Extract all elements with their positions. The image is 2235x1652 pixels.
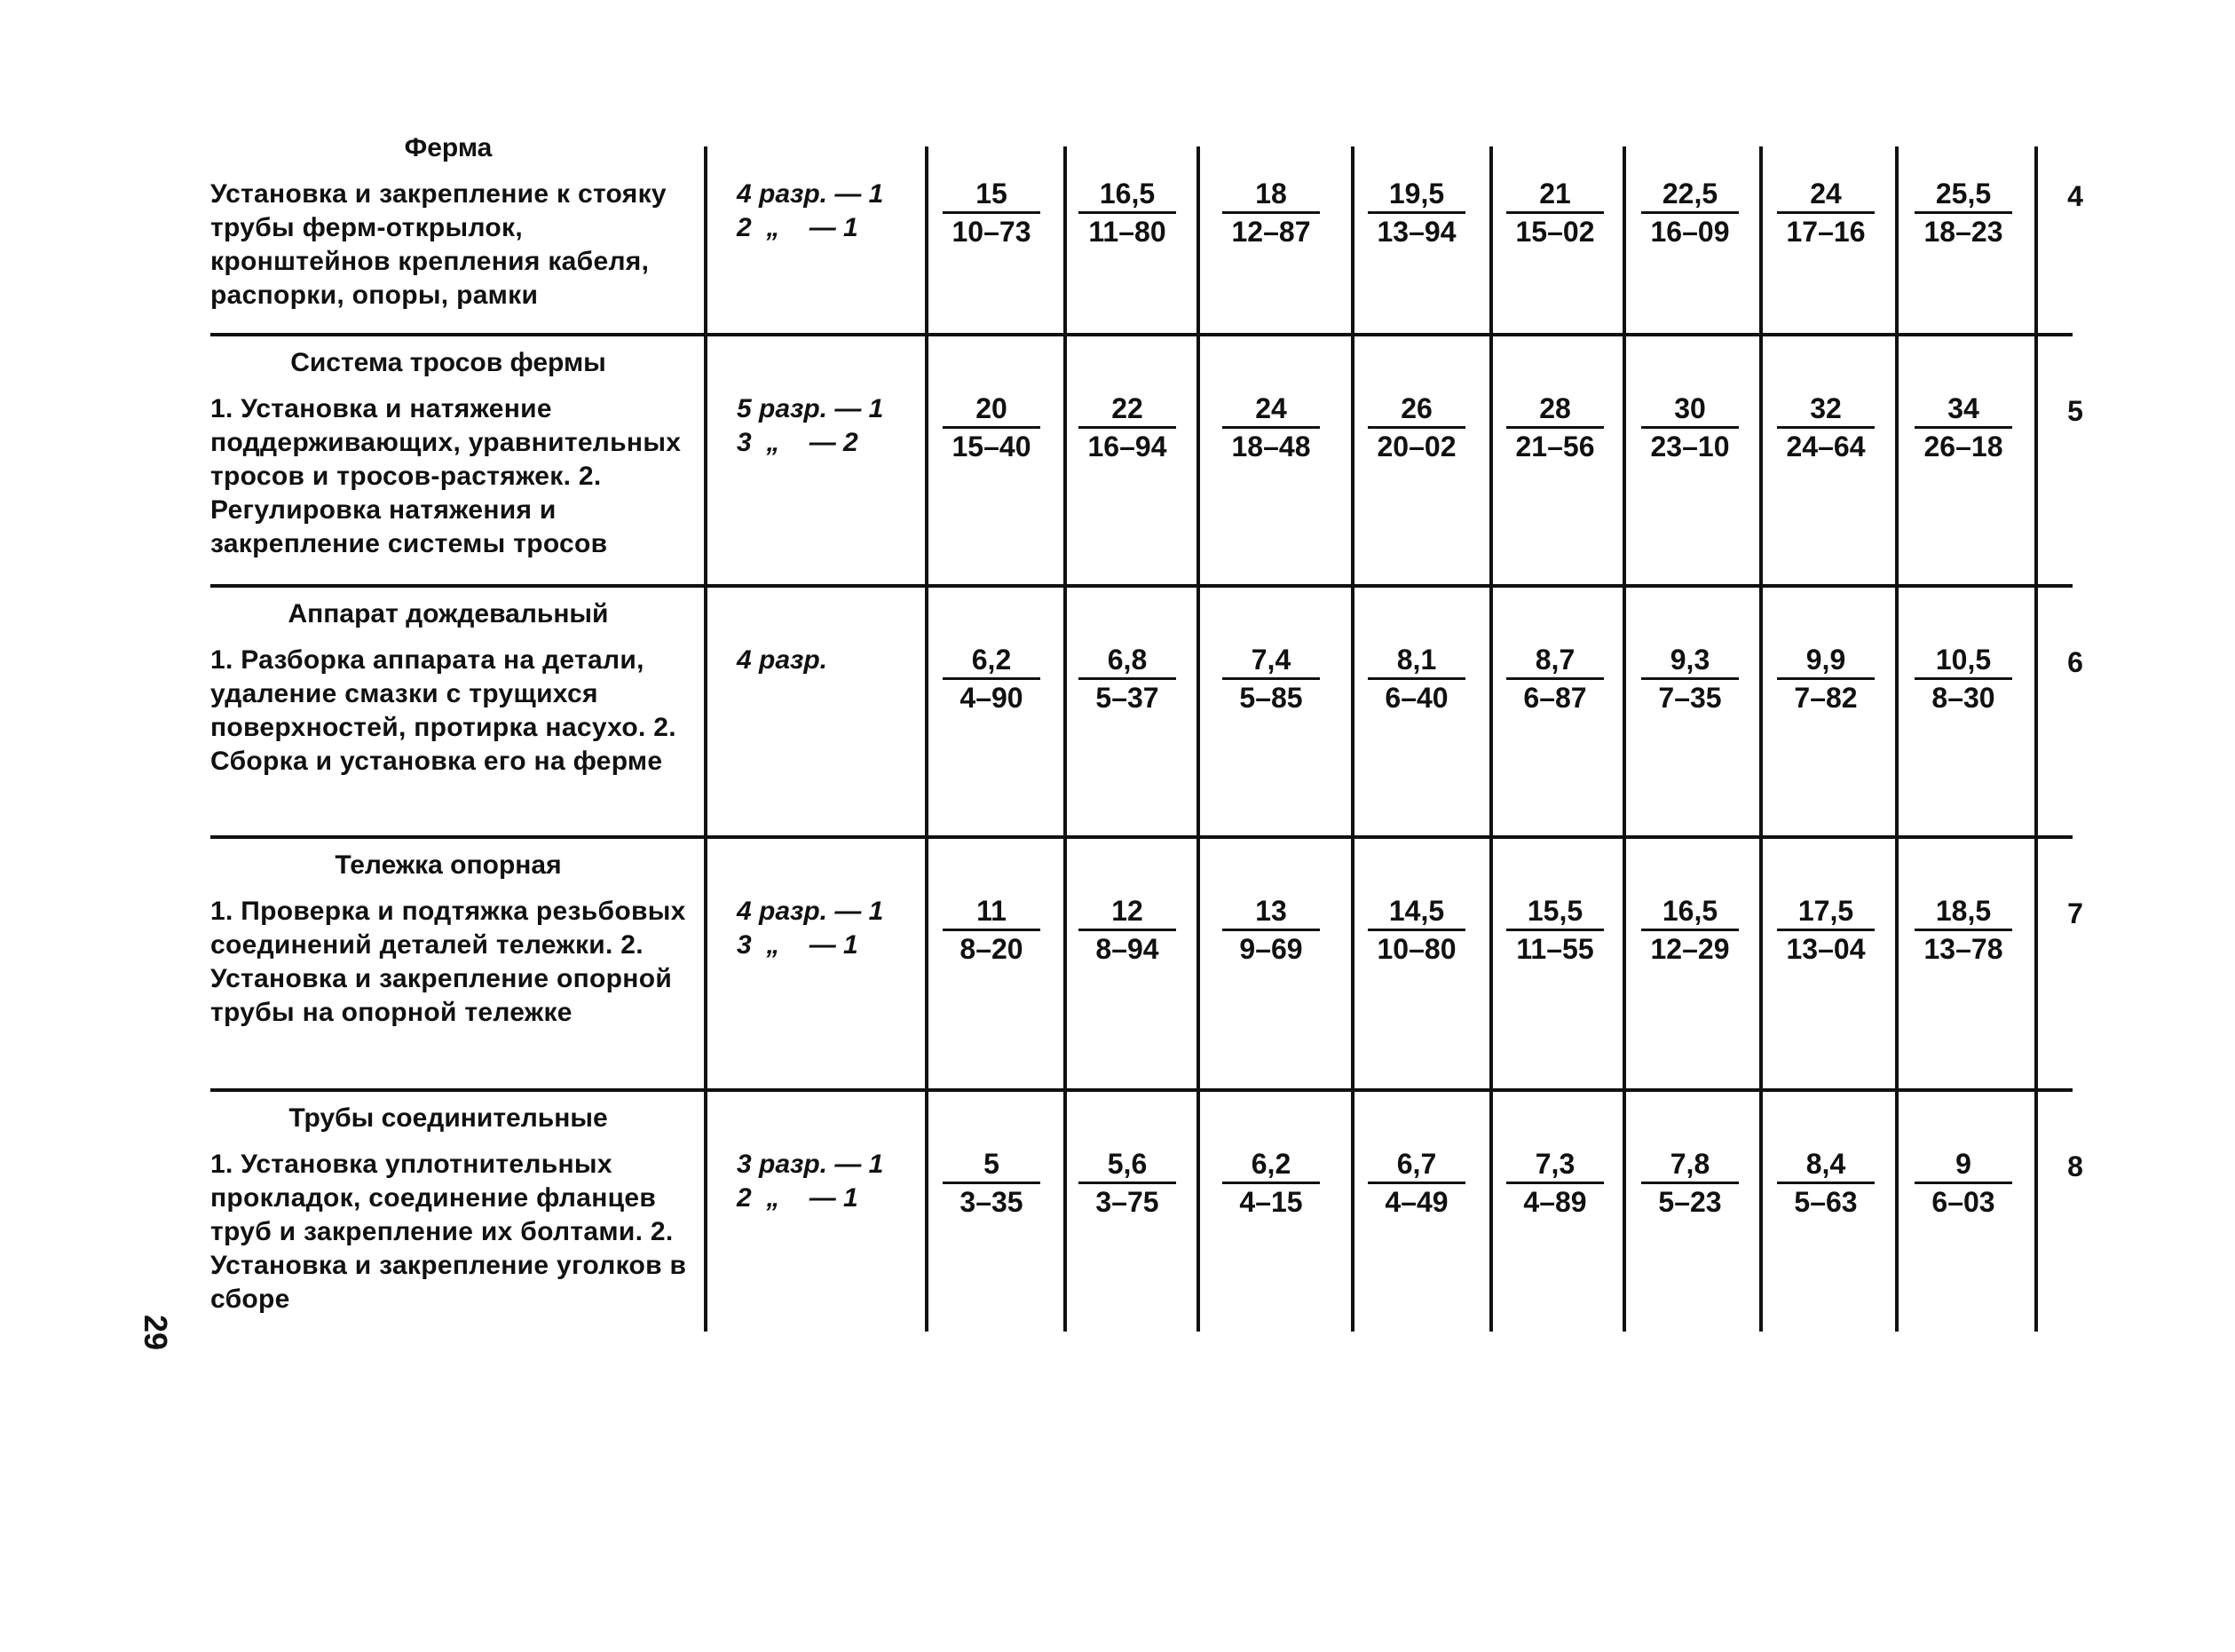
crew-composition [737,644,892,677]
norm-time: 6,2 [943,642,1040,680]
norm-rate: 21–56 [1515,431,1595,462]
section-title: Аппарат дождевальный [288,599,609,628]
norm-cell [1641,642,1739,715]
norm-time: 12 [1078,893,1176,931]
crew-line: 5 разр. — 1 [737,394,884,423]
norm-time: 17,5 [1777,893,1875,931]
norm-rate: 10–73 [952,216,1031,248]
crew-line: 3 „ — 1 [737,930,858,960]
work-description: 1. Установка и натяжение поддерживающих, уравнительных тросов и тросов-растяжек. 2. Регулировка натяжения и закрепление системы тросов [210,394,682,558]
column-rule [1063,146,1067,1332]
column-rule [1895,146,1899,1332]
norm-cell [1641,176,1739,249]
norm-rate: 15–40 [952,431,1031,462]
norm-cell [1777,1146,1875,1220]
norm-time: 21 [1506,176,1604,214]
norm-time: 6,8 [1078,642,1176,680]
norm-cell [1368,893,1465,967]
norm-time: 24 [1777,176,1875,214]
norm-cell [1222,893,1320,967]
crew-composition [737,392,892,460]
norm-cell [1506,893,1604,967]
norm-cell [1222,176,1320,249]
norm-rate: 13–78 [1923,933,2003,965]
norm-cell [1368,1146,1465,1220]
work-description: 1. Проверка и подтяжка резьбовых соединений деталей тележки. 2. Установка и закрепление опорной трубы на опорной тележке [210,897,686,1027]
column-rule [925,146,928,1332]
norm-rate: 13–94 [1377,216,1457,248]
norm-rate: 6–03 [1931,1186,1995,1218]
norm-rate: 10–80 [1377,933,1457,965]
norm-rate: 4–90 [960,682,1023,714]
column-rule [2034,146,2038,1332]
norm-rate: 6–87 [1523,682,1587,714]
crew-line: 2 „ — 1 [737,1183,858,1213]
work-description: 1. Установка уплотнительных прокладок, соединение фланцев труб и закрепление их болтами. 2. Установка и закрепление уголков в сборе [210,1150,687,1314]
norm-rate: 4–15 [1239,1186,1303,1218]
norm-cell [1777,176,1875,249]
norm-time: 8,1 [1368,642,1465,680]
norm-rate: 18–48 [1231,431,1311,462]
norm-rate: 8–20 [960,933,1023,965]
norm-cell [1078,391,1176,464]
norm-time: 9,9 [1777,642,1875,680]
norm-rate: 13–04 [1786,933,1866,965]
norm-cell [943,642,1040,715]
column-rule [704,146,707,1332]
crew-line: 3 „ — 2 [737,428,858,457]
norm-rate: 26–18 [1923,431,2003,462]
norm-time: 5,6 [1078,1146,1176,1184]
crew-composition [737,895,892,962]
norm-time: 19,5 [1368,176,1465,214]
norm-time: 18 [1222,176,1320,214]
norm-time: 32 [1777,391,1875,429]
row-separator [210,333,2073,336]
crew-composition [737,1148,892,1215]
norm-cell [1915,1146,2012,1220]
norm-time: 24 [1222,391,1320,429]
norm-time: 11 [943,893,1040,931]
norm-cell [1915,176,2012,249]
norm-cell [1368,176,1465,249]
norm-rate: 9–69 [1239,933,1303,965]
norm-cell [1506,176,1604,249]
norm-cell [1222,642,1320,715]
norm-time: 7,3 [1506,1146,1604,1184]
norm-rate: 12–29 [1650,933,1730,965]
norm-cell [1641,391,1739,464]
norm-cell [1915,893,2012,967]
norm-cell [1641,893,1739,967]
column-rule [1759,146,1763,1332]
norm-rate: 15–02 [1515,216,1595,248]
section-title: Трубы соединительные [288,1103,608,1133]
norm-cell [1777,642,1875,715]
norm-time: 6,7 [1368,1146,1465,1184]
norm-rate: 16–94 [1087,431,1167,462]
row-number: 6 [2067,646,2083,678]
norm-time: 15,5 [1506,893,1604,931]
norm-cell [1078,893,1176,967]
norm-rate: 7–82 [1794,682,1858,714]
norm-rate: 8–94 [1095,933,1159,965]
norm-time: 9 [1915,1146,2012,1184]
norm-cell [943,1146,1040,1220]
norm-time: 22,5 [1641,176,1739,214]
norm-time: 15 [943,176,1040,214]
norm-cell [1915,391,2012,464]
norm-rate: 4–89 [1523,1186,1587,1218]
norm-time: 16,5 [1078,176,1176,214]
section-title: Тележка опорная [335,850,562,880]
norm-rate: 3–35 [960,1186,1023,1218]
page-number: 29 [138,1314,175,1351]
norm-cell [1777,391,1875,464]
norm-time: 6,2 [1222,1146,1320,1184]
row-number: 5 [2067,395,2083,427]
norm-time: 20 [943,391,1040,429]
norm-rate: 24–64 [1786,431,1866,462]
norm-time: 10,5 [1915,642,2012,680]
row-separator [210,1088,2073,1092]
work-description: 1. Разборка аппарата на детали, удаление смазки с трущихся поверхностей, протирка насухо. 2. Сборка и установка его на ферме [210,645,676,776]
norm-time: 7,8 [1641,1146,1739,1184]
norm-cell [1641,1146,1739,1220]
column-rule [1489,146,1493,1332]
norm-cell [1368,642,1465,715]
norm-time: 30 [1641,391,1739,429]
norm-cell [1506,1146,1604,1220]
row-number: 7 [2067,897,2083,929]
norm-cell [1222,1146,1320,1220]
crew-line: 4 разр. — 1 [737,179,884,209]
column-rule [1351,146,1354,1332]
norm-cell [1078,1146,1176,1220]
norm-cell [1506,391,1604,464]
norm-time: 25,5 [1915,176,2012,214]
norm-time: 18,5 [1915,893,2012,931]
norm-time: 8,7 [1506,642,1604,680]
norm-rate: 4–49 [1385,1186,1449,1218]
norm-rate: 6–40 [1385,682,1449,714]
norm-rate: 8–30 [1931,682,1995,714]
norm-rate: 7–35 [1658,682,1722,714]
norm-rate: 23–10 [1650,431,1730,462]
norm-rate: 3–75 [1095,1186,1159,1218]
norm-rate: 17–16 [1786,216,1866,248]
norm-cell [1915,642,2012,715]
norm-time: 26 [1368,391,1465,429]
norm-rate: 11–80 [1088,216,1166,248]
norm-cell [1078,642,1176,715]
norm-time: 8,4 [1777,1146,1875,1184]
norm-cell [1222,391,1320,464]
norm-rate: 5–23 [1658,1186,1722,1218]
norm-rate: 11–55 [1516,933,1594,965]
row-separator [210,835,2073,839]
norm-time: 28 [1506,391,1604,429]
section-title: Ферма [404,133,493,162]
norm-cell [943,893,1040,967]
crew-composition [737,178,892,245]
norm-time: 34 [1915,391,2012,429]
norm-cell [1368,391,1465,464]
column-rule [1196,146,1200,1332]
section-title: Система тросов фермы [290,348,606,377]
norm-time: 14,5 [1368,893,1465,931]
norm-rate: 5–85 [1239,682,1303,714]
norm-rate: 5–63 [1794,1186,1858,1218]
crew-line: 4 разр. — 1 [737,897,884,926]
norm-cell [1777,893,1875,967]
work-description: Установка и закрепление к стояку трубы ферм-открылок, кронштейнов крепления кабеля, распорки, опоры, рамки [210,179,667,310]
row-number: 8 [2067,1150,2083,1182]
crew-line: 3 разр. — 1 [737,1150,884,1179]
crew-line: 4 разр. [737,645,827,675]
norm-time: 7,4 [1222,642,1320,680]
norm-cell [1078,176,1176,249]
norm-rate: 16–09 [1650,216,1730,248]
crew-line: 2 „ — 1 [737,213,858,242]
norm-cell [943,176,1040,249]
norm-time: 16,5 [1641,893,1739,931]
norm-rate: 5–37 [1095,682,1159,714]
norm-rate: 12–87 [1231,216,1311,248]
column-rule [1623,146,1626,1332]
norm-rate: 18–23 [1923,216,2003,248]
row-separator [210,584,2073,588]
norm-cell [943,391,1040,464]
norm-rate: 20–02 [1377,431,1457,462]
norm-cell [1506,642,1604,715]
row-number: 4 [2067,180,2083,212]
norm-time: 5 [943,1146,1040,1184]
norm-time: 22 [1078,391,1176,429]
norm-time: 13 [1222,893,1320,931]
norm-time: 9,3 [1641,642,1739,680]
